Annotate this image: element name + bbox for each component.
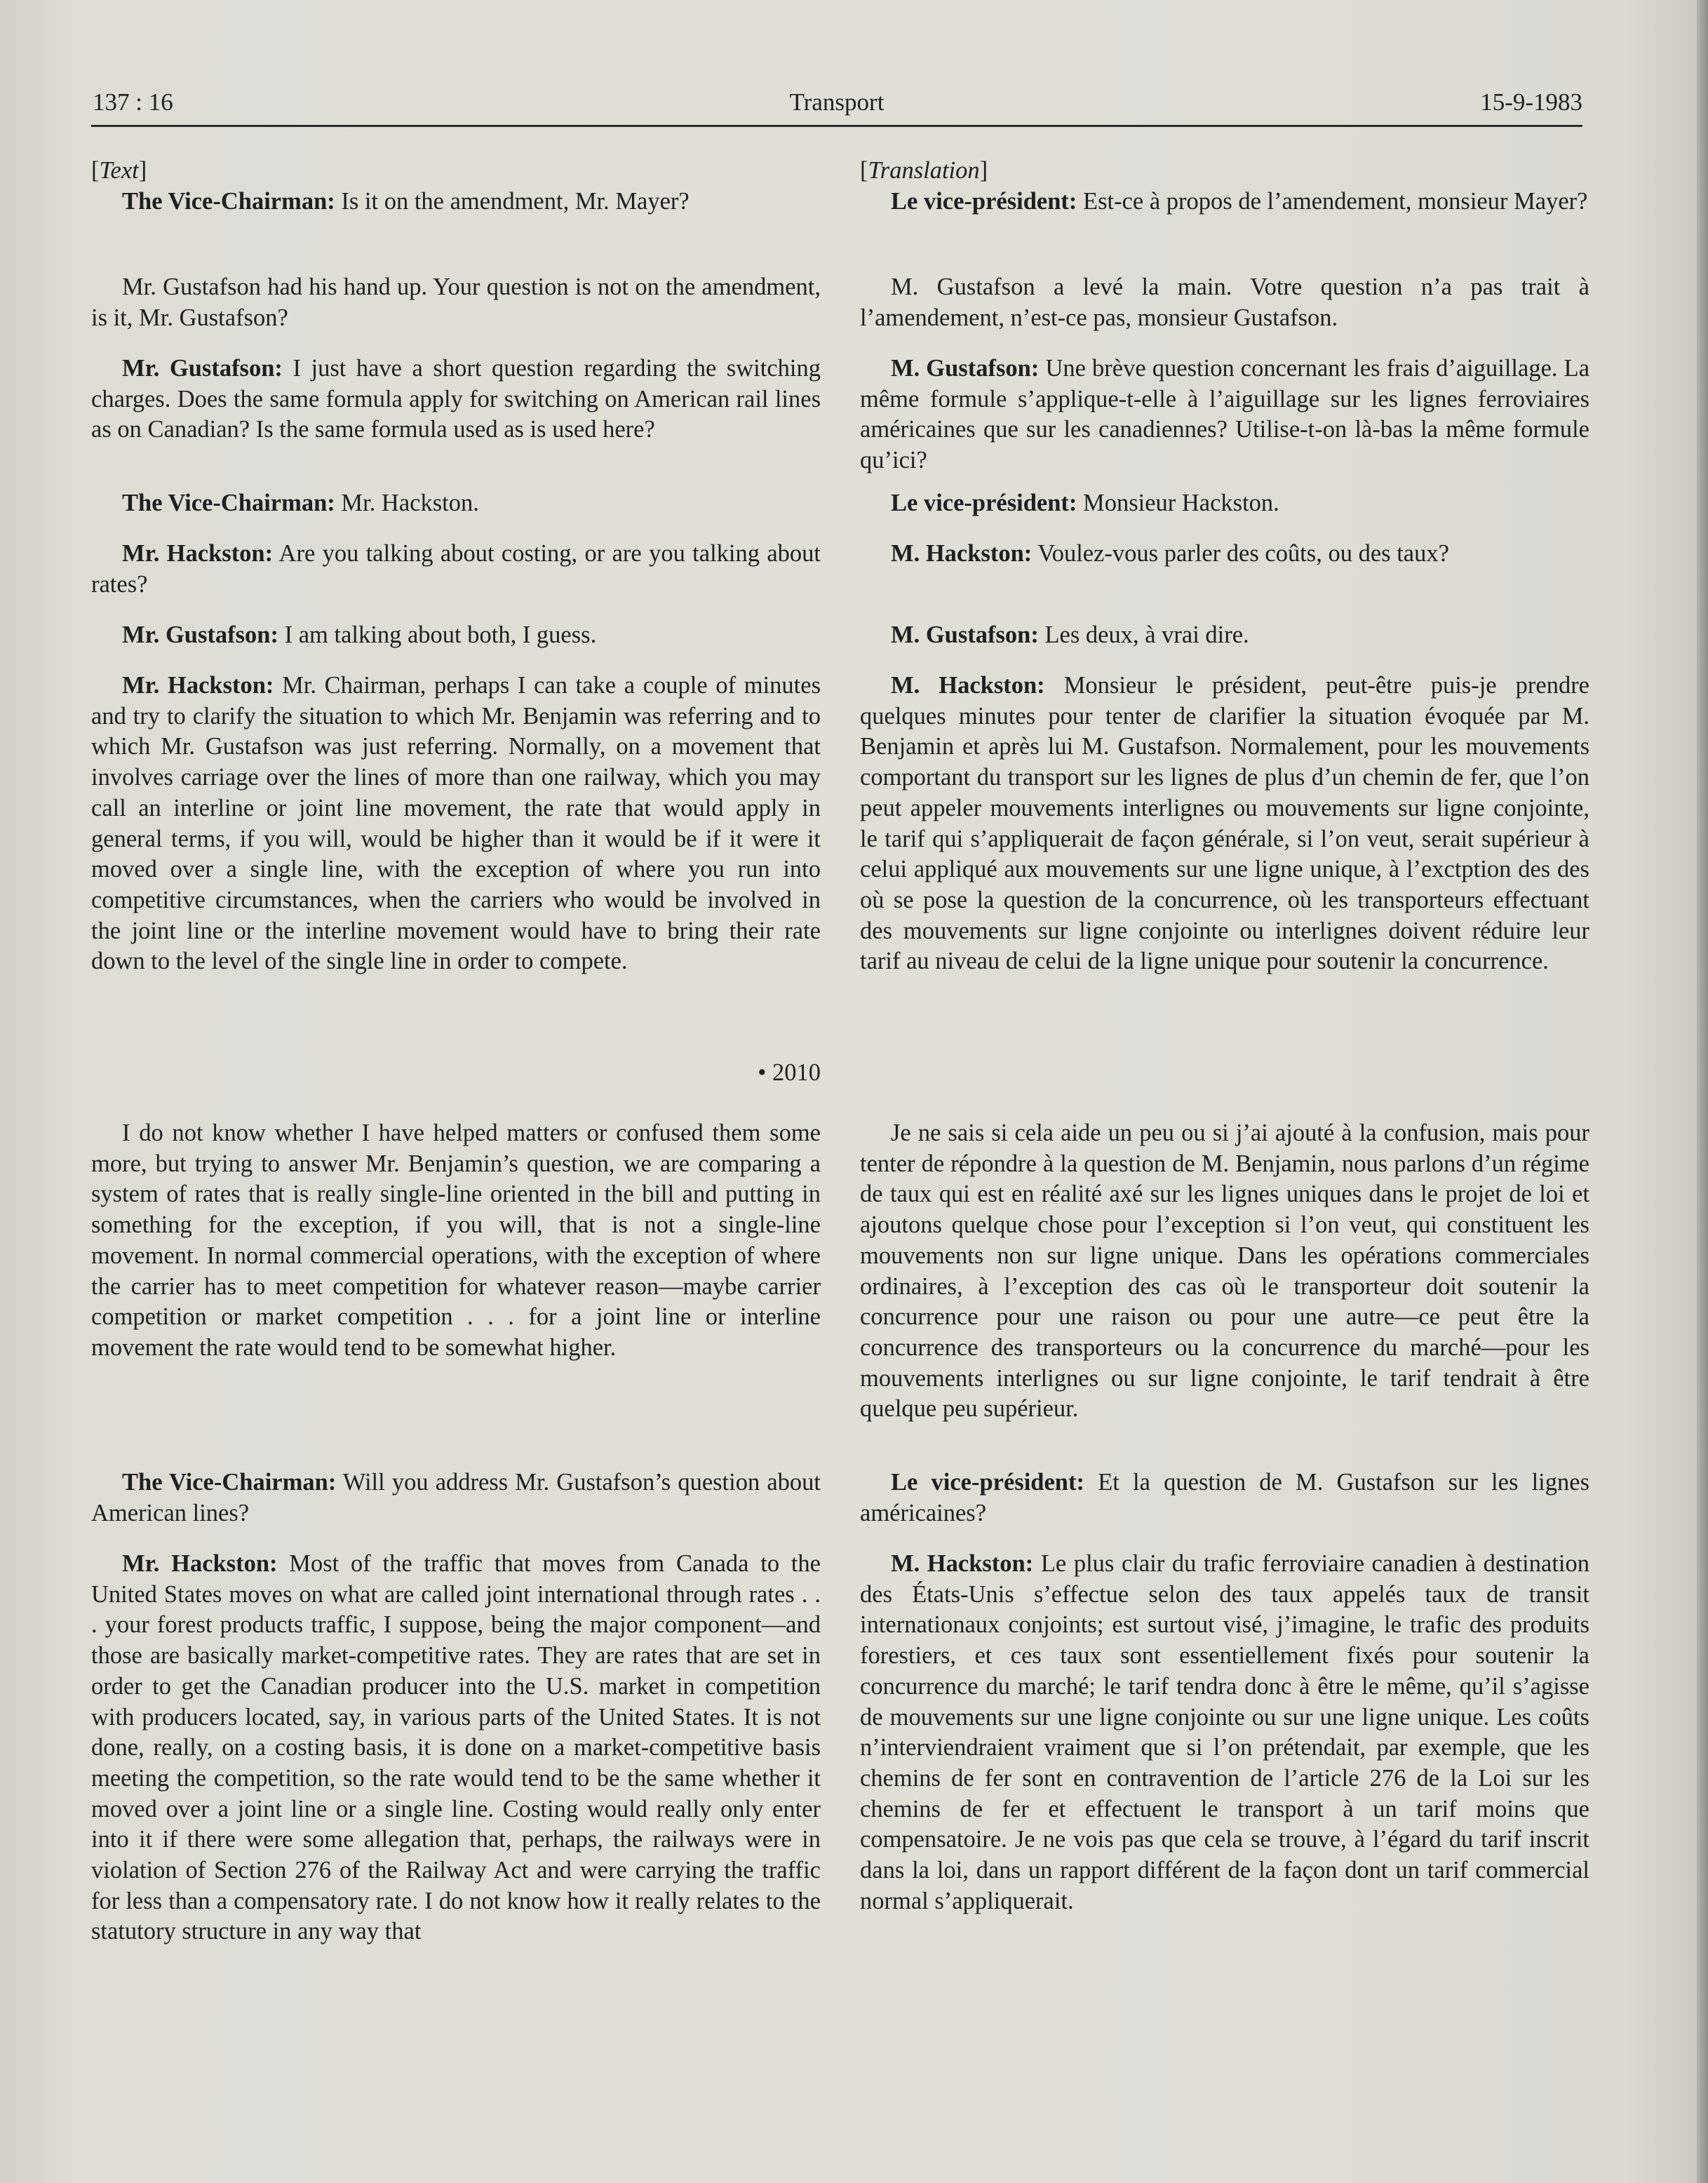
speech-text: I am talking about both, I guess.	[278, 622, 597, 648]
tag-bracket-close: ]	[979, 157, 988, 184]
speech-text: Monsieur le président, peut-être puis-je prendre quelques minutes pour tenter de clarifier la situation évoquée par M. Benjamin et après lui M. Gustafson. Normalement, pour les mouvements comportant du transport sur les lignes de plus d’un chemin de fer, que l’on peut appeler mouvements interlignes ou mouvements sur ligne conjointe, le tarif qui s’appliquerait de façon générale, si l’on veut, serait supérieur à celui appliqué aux mouvements sur une ligne unique, à l’exctption des des où se pose la question de la concurrence, où les transporteurs effectuant des mouvements sur ligne conjointe ou interlignes doivent réduire leur tarif au niveau de celui de la ligne unique pour soutenir la concurrence.	[860, 672, 1589, 975]
speech-text: Voulez-vous parler des coûts, ou des taux?	[1032, 540, 1449, 567]
speaker-label: M. Hackston:	[891, 540, 1033, 567]
speaker-label: Le vice-président:	[891, 1469, 1084, 1496]
tag-bracket-close: ]	[138, 157, 147, 184]
speech-text: I just have a short question regarding the switching charges. Does the same formula apply for switching on American rail lines as on Canadian? Is the same formula used as is used here?	[91, 355, 821, 443]
speech-text: Will you address Mr. Gustafson’s question about American lines?	[91, 1469, 821, 1526]
speech-text: Is it on the amendment, Mr. Mayer?	[335, 188, 690, 215]
speech-text: Mr. Chairman, perhaps I can take a couple of minutes and try to clarify the situation to which Mr. Benjamin was referring and to which Mr. Gustafson was just referring. Normally, on a movement that involves carriage over the lines of more than one railway, which you may call an interline or joint line movement, the rate that would apply in general terms, if you will, would be higher than it would be if it were it moved over a single line, with the exception of where you run into competitive circumstances, when the carriers who would be involved in the joint line or the interline movement would have to bring their rate down to the level of the single line in order to compete.	[91, 672, 821, 975]
speech-text: Most of the traffic that moves from Canada to the United States moves on what are called joint international through rates . . . your forest products traffic, I suppose, being the major component—and those are basically market-competitive rates. They are rates that are set in order to get the Canadian producer into the U.S. market in competition with producers located, say, in various parts of the United States. It is not done, really, on a costing basis, it is done on a market-competitive basis meeting the competition, so the rate would tend to be the same whether it moved over a joint line or a single line. Costing would really only enter into it if there were some allegation that, perhaps, the railways were in violation of Section 276 of the Railway Act and were carrying the traffic for less than a compensatory rate. I do not know how it really relates to the statutory structure in any way that	[91, 1550, 821, 1945]
paragraph-2	[860, 272, 1589, 333]
paragraph-9	[860, 1467, 1589, 1529]
speaker-label: Le vice-président:	[891, 188, 1077, 215]
tag-label: Text	[99, 157, 139, 184]
speech-text: M. Gustafson a levé la main. Votre question n’a pas trait à l’amendement, n’est-ce pas, monsieur Gustafson.	[860, 274, 1589, 331]
speaker-label: M. Hackston:	[891, 672, 1045, 699]
paragraph-5	[860, 539, 1589, 570]
tag-bracket-open: [	[91, 157, 100, 184]
speech-text: Le plus clair du trafic ferroviaire canadien à destination des États-Unis s’effectue selon des taux appelés taux de transit internationaux conjoints; est surtout visé, j’imagine, le trafic des produits forestiers, et ces taux sont essentiellement fixés pour soutenir la concurrence du marché; le tarif tendra donc à être le même, qu’il s’agisse de mouvements sur une ligne conjointe ou sur une ligne unique. Les coûts n’interviendraient vraiment que si l’on prétendait, par exemple, que les chemins de fer sont en contravention de l’article 276 de la Loi sur les chemins de fer et effectuent le transport à un tarif moins que compensatoire. Je ne vois pas que cela se trouve, à l’égard du tarif inscrit dans la loi, dans un rapport différent de la façon dont un tarif commercial normal s’appliquerait.	[860, 1550, 1590, 1914]
paragraph-10	[91, 1549, 821, 1947]
speech-text: Mr. Gustafson had his hand up. Your question is not on the amendment, is it, Mr. Gustafson?	[91, 274, 821, 331]
translation-tag	[860, 156, 1589, 187]
tag-bracket-open: [	[860, 157, 868, 184]
speech-text: Une brève question concernant les frais d’aiguillage. La même formule s’applique-t-elle à l’aiguillage sur les lignes ferroviaires américaines que sur les canadiennes? Utilise-t-on là-bas la même formule qu’ici?	[860, 355, 1590, 474]
paragraph-10	[860, 1549, 1589, 1916]
paragraph-4	[860, 488, 1589, 519]
speaker-label: M. Gustafson:	[891, 622, 1039, 648]
speaker-label: Mr. Gustafson:	[122, 355, 283, 382]
tag-label: Translation	[868, 157, 980, 184]
paragraph-7	[860, 671, 1589, 977]
speech-text: Mr. Hackston.	[335, 490, 479, 516]
speech-text: Je ne sais si cela aide un peu ou si j’ai ajouté à la confusion, mais pour tenter de répondre à la question de M. Benjamin, nous parlons d’un régime de taux qui est en réalité axé sur les lignes uniques dans le projet de loi et ajoutons quelque chose pour l’exception si l’on veut, qui constituent les mouvements non sur ligne unique. Dans les opérations commerciales ordinaires, à l’exception des cas où le transporteur doit soutenir la concurrence pour une raison ou pour une autre—ce peut être la concurrence des transporteurs ou la concurrence du marché—pour les mouvements interlignes ou sur ligne conjointe, le tarif tendrait à être quelque peu supérieur.	[860, 1120, 1589, 1423]
speaker-label: Mr. Hackston:	[122, 540, 274, 567]
page-number: 137 : 16	[93, 88, 173, 116]
paragraph-5	[91, 539, 821, 600]
book-spine-shadow	[1697, 0, 1708, 2183]
header-title: Transport	[789, 88, 885, 116]
speaker-label: M. Gustafson:	[891, 355, 1040, 382]
speaker-label: The Vice-Chairman:	[122, 1469, 337, 1496]
paragraph-9	[91, 1467, 821, 1529]
paragraph-8	[860, 1118, 1589, 1425]
running-header	[91, 86, 1582, 127]
paragraph-3	[91, 354, 821, 445]
speaker-label: M. Hackston:	[891, 1550, 1034, 1577]
paragraph-6	[860, 620, 1589, 651]
paragraph-3	[860, 354, 1589, 476]
speaker-label: Mr. Hackston:	[122, 672, 274, 699]
speaker-label: The Vice-Chairman:	[122, 490, 335, 516]
paragraph-1	[860, 187, 1589, 217]
paragraph-2	[91, 272, 821, 333]
speech-text: I do not know whether I have helped matters or confused them some more, but trying to answer Mr. Benjamin’s question, we are comparing a system of rates that is really single-line oriented in the bill and putting in something for the exception, if you will, that is not a single-line movement. In normal commercial operations, with the exception of where the carrier has to meet competition for whatever reason—maybe carrier competition or market competition . . . for a joint line or interline movement the rate would tend to be somewhat higher.	[91, 1120, 821, 1361]
paragraph-1	[91, 187, 821, 217]
speech-text: Les deux, à vrai dire.	[1038, 622, 1249, 648]
speech-text: Monsieur Hackston.	[1077, 490, 1279, 516]
paragraph-6	[91, 620, 821, 651]
time-marker: • 2010	[758, 1059, 821, 1086]
speaker-label: Le vice-président:	[891, 490, 1077, 516]
speech-text: Are you talking about costing, or are you talking about rates?	[91, 540, 821, 598]
speaker-label: Mr. Gustafson:	[122, 622, 278, 648]
text-tag	[91, 156, 821, 187]
paragraph-8	[91, 1118, 821, 1364]
paragraph-4	[91, 488, 821, 519]
speaker-label: The Vice-Chairman:	[122, 188, 335, 215]
speaker-label: Mr. Hackston:	[122, 1550, 278, 1577]
paragraph-7	[91, 671, 821, 977]
speech-text: Est-ce à propos de l’amendement, monsieur Mayer?	[1077, 188, 1588, 215]
header-date: 15-9-1983	[1480, 88, 1582, 116]
speech-text: Et la question de M. Gustafson sur les lignes américaines?	[860, 1469, 1590, 1526]
